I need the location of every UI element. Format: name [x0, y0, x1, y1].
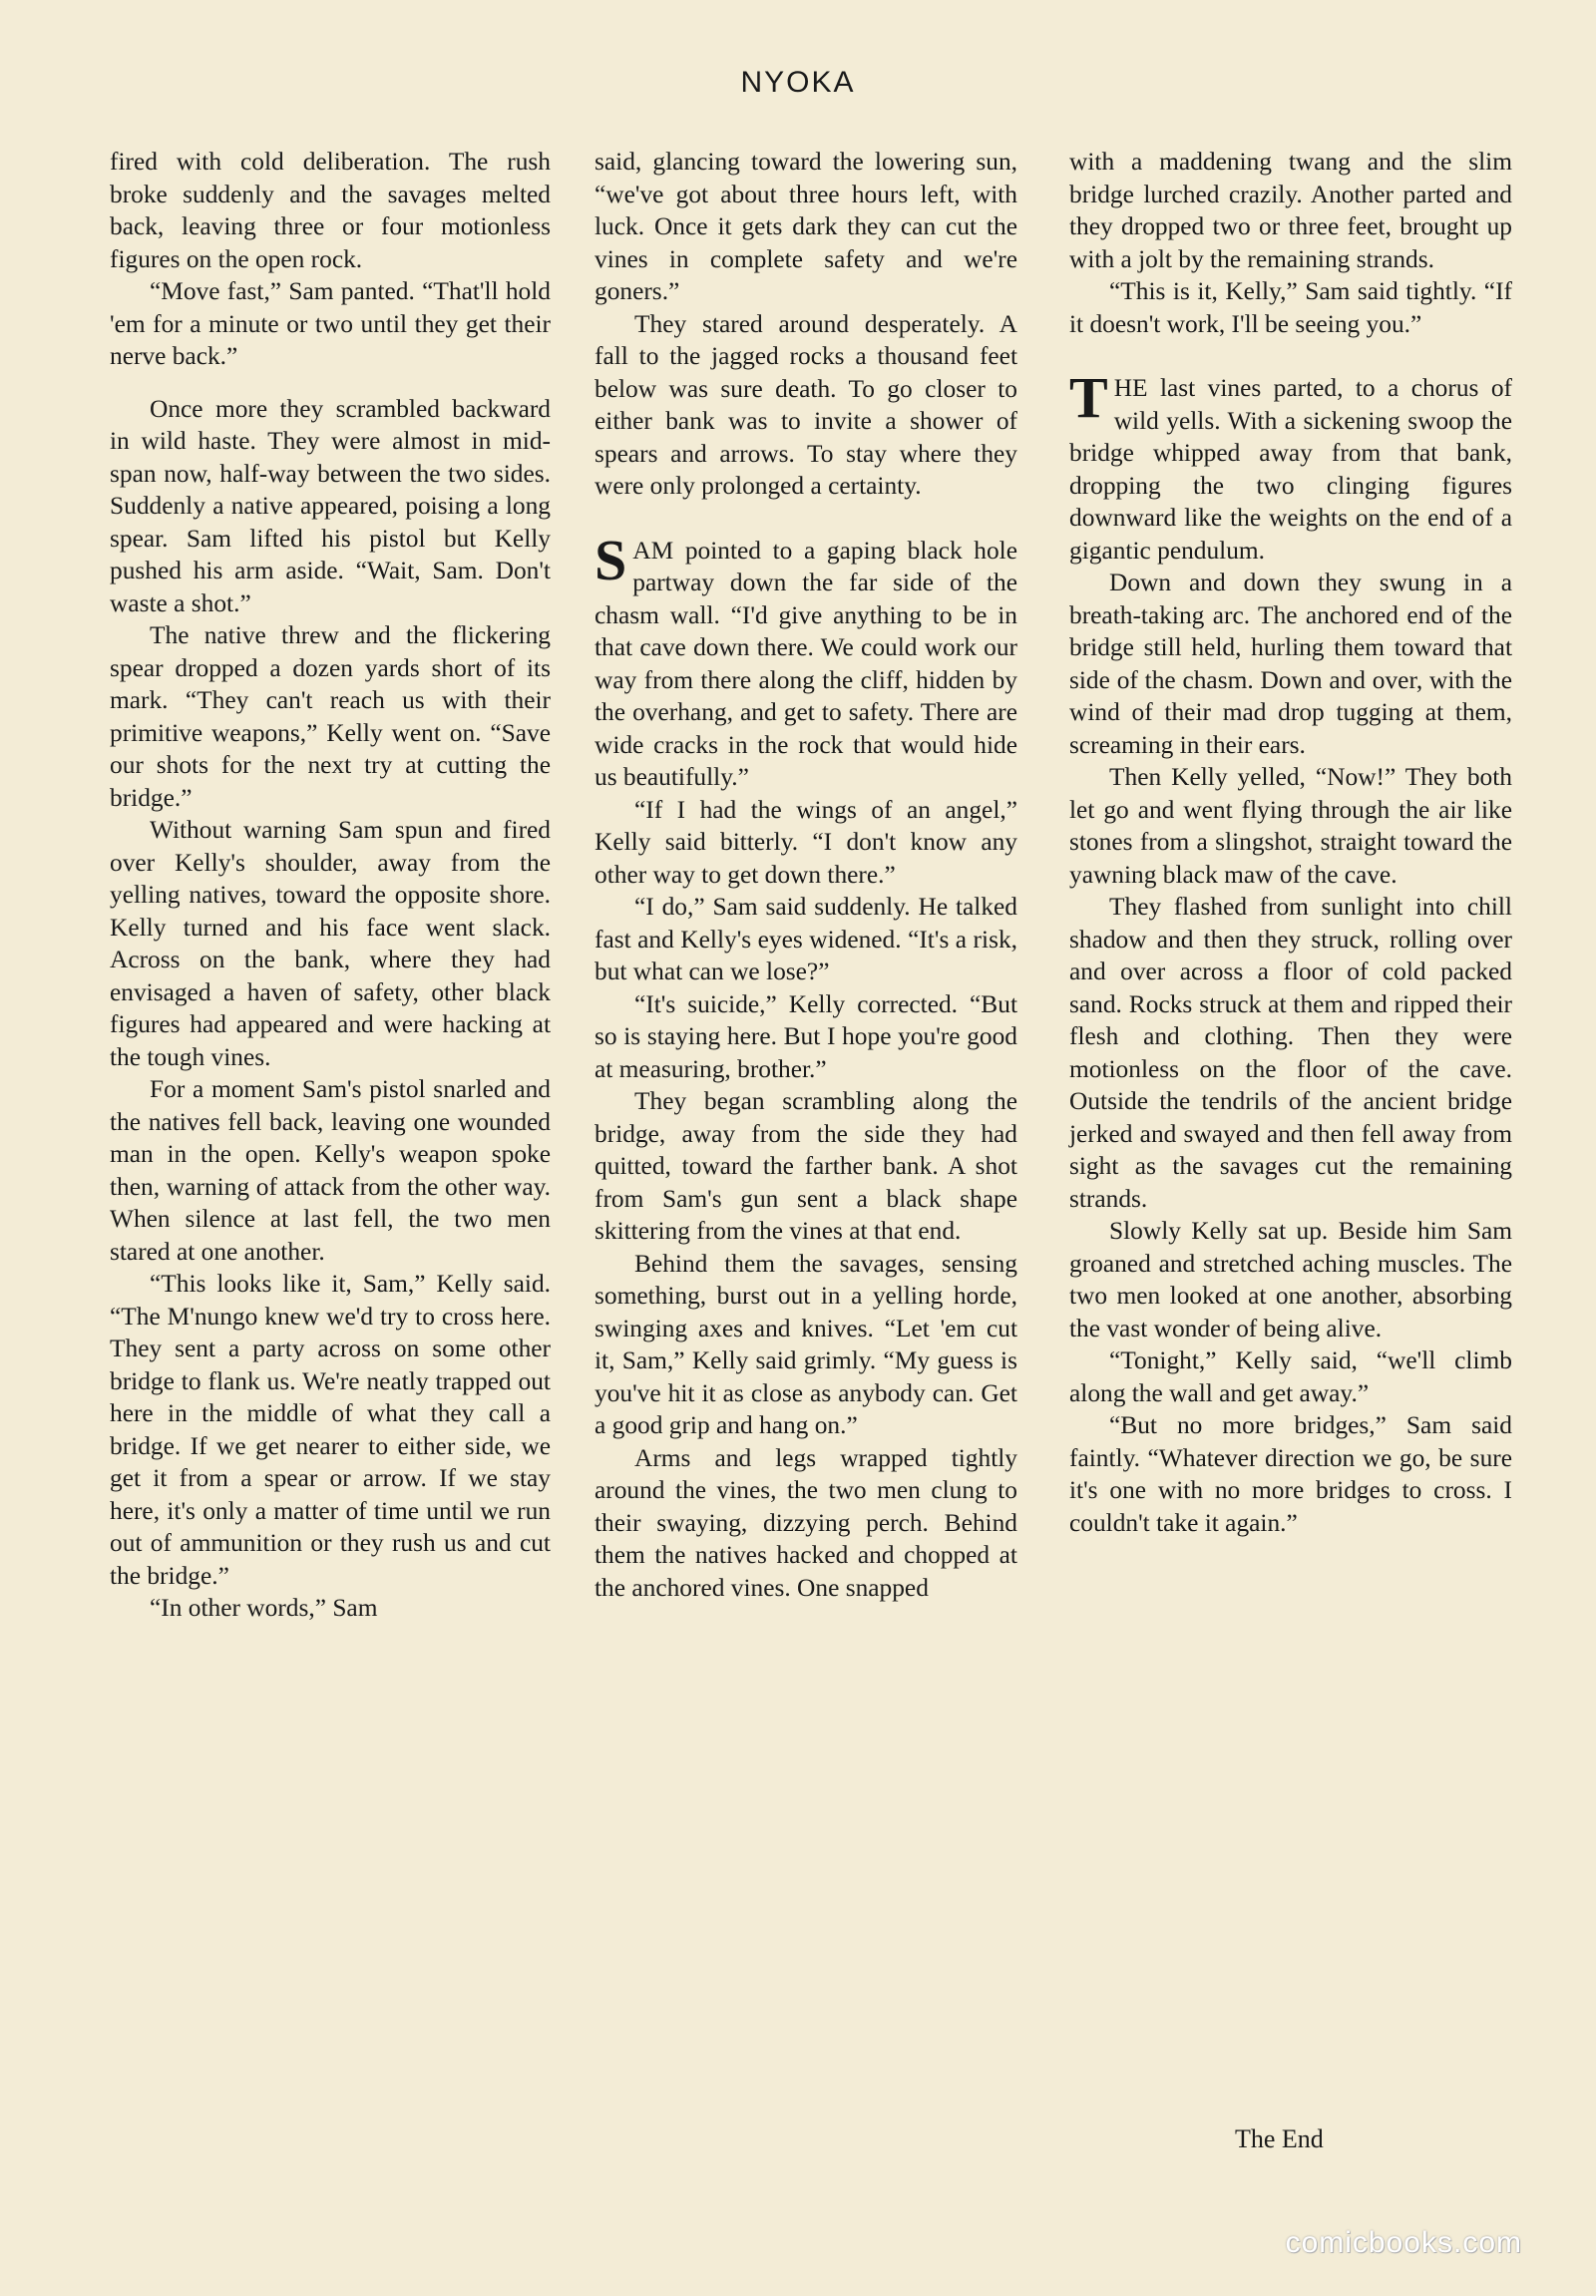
story-paragraph: For a moment Sam's pistol snarled and the natives fell back, leaving one wounded man in the open. Kelly's weapon spoke then, warning of attack from the other way. When silence at last fell, the two men stared at one another. [110, 1075, 551, 1266]
drop-cap: T [1069, 365, 1108, 430]
story-paragraph: “This looks like it, Sam,” Kelly said. “The M'nungo knew we'd try to cross here. They sent a party across on some other bridge to flank us. We're neatly trapped out here in the middle of what they call a bridge. If we get nearer to either side, we get it from a spear or arrow. If we stay here, it's only a matter of time until we run out of ammunition or they rush us and cut the bridge.” [110, 1270, 551, 1590]
story-paragraph: said, glancing toward the lowering sun, “we've got about three hours left, with luck. Once it gets dark they can cut the vines in complete safety and we're goners.” [595, 148, 1017, 305]
story-paragraph: Down and down they swung in a breath-taking arc. The anchored end of the bridge still held, hurling them toward that side of the chasm. Down and over, with the wind of their mad drop tugging at them, screaming in their ears. [1069, 569, 1512, 759]
story-paragraph: “This is it, Kelly,” Sam said tightly. “If it doesn't work, I'll be seeing you.” [1069, 277, 1512, 338]
story-paragraph: “If I had the wings of an angel,” Kelly said bitterly. “I don't know any other way to get down there.” [595, 795, 1017, 889]
paragraph-text: AM pointed to a gaping black hole partway down the far side of the chasm wall. “I'd give anything to be in that cave down there. We could work our way from there along the cliff, hidden by the overhang, and get to safety. There are wide cracks in the rock that would hide us beautifully.” [595, 536, 1017, 791]
story-paragraph: They flashed from sunlight into chill shadow and then they struck, rolling over and over across a floor of cold packed sand. Rocks struck at them and ripped their flesh and clothing. Then they were motionless on the floor of the cave. Outside the tendrils of the ancient bridge jerked and swayed and then fell away from sight as the savages cut the remaining strands. [1069, 893, 1512, 1213]
page-title: NYOKA [740, 66, 856, 99]
story-paragraph: The native threw and the flickering spear dropped a dozen yards short of its mark. “They can't reach us with their primitive weapons,” Kelly went on. “Save our shots for the next try at cutting the bridge.” [110, 621, 551, 812]
story-paragraph: Once more they scrambled backward in wild haste. They were almost in mid-span now, half-way between the two sides. Suddenly a native appeared, poising a long spear. Sam lifted his pistol but Kelly pushed his arm aside. “Wait, Sam. Don't waste a shot.” [110, 394, 551, 617]
story-paragraph [595, 527, 1017, 794]
story-paragraph: Behind them the savages, sensing something, burst out in a yelling horde, swinging axes and knives. “Let 'em cut it, Sam,” Kelly said grimly. “My guess is you've hit it as close as anybody can. Get a good grip and hang on.” [595, 1249, 1017, 1439]
story-paragraph: “It's suicide,” Kelly corrected. “But so is staying here. But I hope you're good at measuring, brother.” [595, 989, 1017, 1083]
text-column-1 [110, 146, 551, 1625]
story-paragraph: Slowly Kelly sat up. Beside him Sam groaned and stretched aching muscles. The two men looked at one another, absorbing the vast wonder of being alive. [1069, 1217, 1512, 1342]
story-paragraph: Without warning Sam spun and fired over Kelly's shoulder, away from the yelling natives, toward the opposite shore. Kelly turned and his face went slack. Across on the bank, where they had envisaged a haven of safety, other black figures had appeared and were hacking at the tough vines. [110, 816, 551, 1071]
story-paragraph: Then Kelly yelled, “Now!” They both let go and went flying through the air like stones from a slingshot, straight toward the yawning black maw of the cave. [1069, 763, 1512, 889]
story-paragraph: fired with cold deliberation. The rush broke suddenly and the savages melted back, leaving three or four motionless figures on the open rock. [110, 148, 551, 273]
story-paragraph: Arms and legs wrapped tightly around the vines, the two men clung to their swaying, dizzying perch. Behind them the natives hacked and chopped at the anchored vines. One snapped [595, 1443, 1017, 1602]
story-paragraph [1069, 365, 1512, 567]
story-paragraph: They began scrambling along the bridge, away from the side they had quitted, toward the farther bank. A shot from Sam's gun sent a black shape skittering from the vines at that end. [595, 1087, 1017, 1245]
story-paragraph: with a maddening twang and the slim bridge lurched crazily. Another parted and they dropped two or three feet, brought up with a jolt by the remaining strands. [1069, 148, 1512, 273]
story-paragraph: “But no more bridges,” Sam said faintly. “Whatever direction we go, be sure it's one with no more bridges to cross. I couldn't take it again.” [1069, 1411, 1512, 1537]
story-paragraph: “In other words,” Sam [150, 1594, 378, 1622]
paragraph-text: HE last vines parted, to a chorus of wild yells. With a sickening swoop the bridge whipped away from that bank, dropping the two clinging figures downward like the weights on the end of a gigantic pendulum. [1069, 374, 1512, 565]
drop-cap: S [595, 527, 627, 592]
story-paragraph: They stared around desperately. A fall to the jagged rocks a thousand feet below was sure death. To go closer to either bank was to invite a shower of spears and arrows. To stay where they were only prolonged a certainty. [595, 309, 1017, 500]
story-paragraph: “I do,” Sam said suddenly. He talked fast and Kelly's eyes widened. “It's a risk, but what can we lose?” [595, 893, 1017, 985]
text-column-3 [1069, 146, 1512, 1539]
story-paragraph: “Tonight,” Kelly said, “we'll climb along the wall and get away.” [1069, 1346, 1512, 1407]
text-column-2 [595, 146, 1017, 1604]
story-paragraph: “Move fast,” Sam panted. “That'll hold 'em for a minute or two until they get their nerve back.” [110, 277, 551, 370]
the-end-label: The End [1235, 2124, 1324, 2153]
site-watermark: comicbooks.com [1285, 2226, 1522, 2259]
